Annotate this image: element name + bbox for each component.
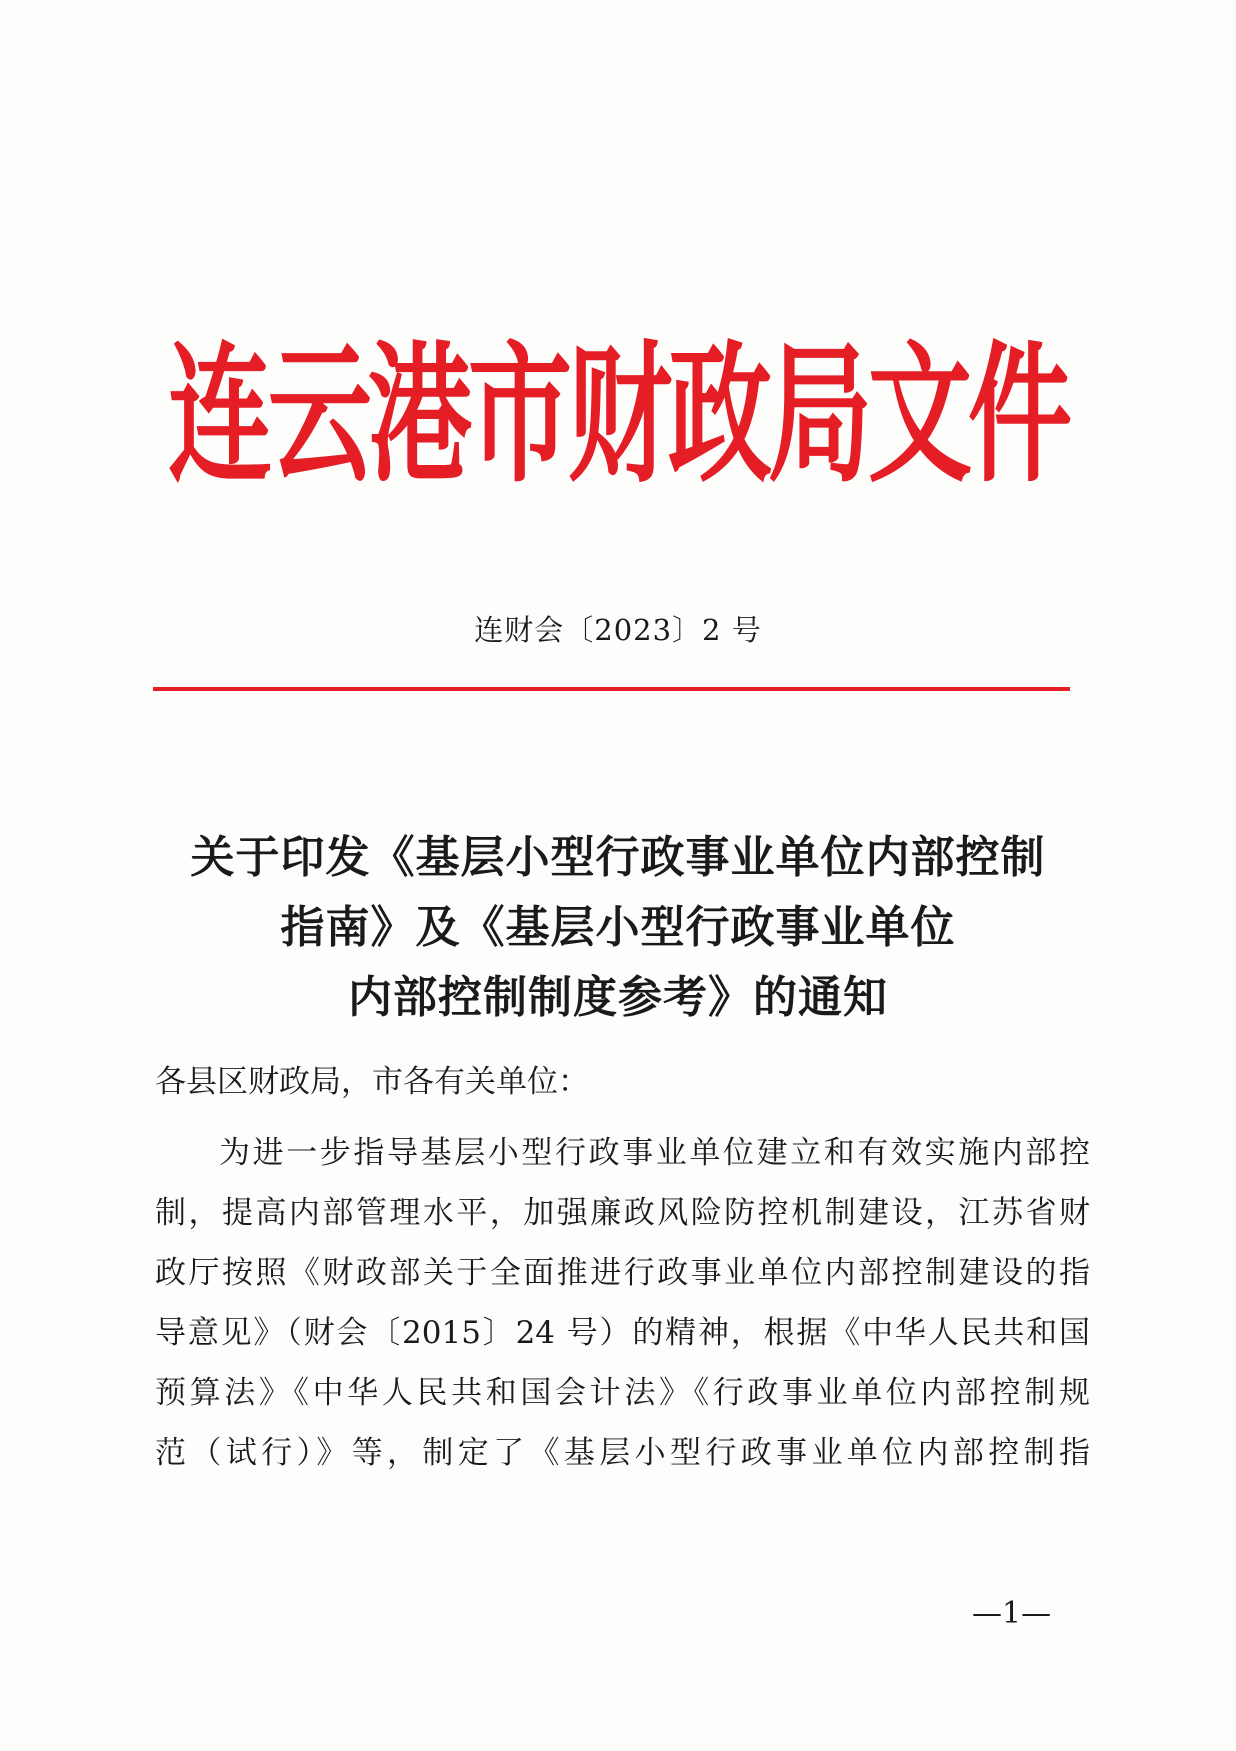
title-line: 指南》及《基层小型行政事业单位 [280,902,956,953]
document-masthead: 连云港市财政局文件 [167,326,1068,504]
body-line: 制，提高内部管理水平，加强廉政风险防控机制建设，江苏省财 [155,1195,1090,1231]
salutation: 各县区财政局，市各有关单位： [155,1064,589,1100]
red-separator-line [153,687,1070,691]
page-number: —1— [972,1596,1052,1631]
body-paragraph [155,1123,1090,1483]
body-line: 范（试行）》等，制定了《基层小型行政事业单位内部控制指 [155,1435,1090,1471]
body-line: 导意见》（财会〔2015〕24 号）的精神，根据《中华人民共和国 [155,1315,1090,1351]
body-line: 政厅按照《财政部关于全面推进行政事业单位内部控制建设的指 [155,1255,1090,1291]
notice-title [0,823,1236,1033]
title-line: 关于印发《基层小型行政事业单位内部控制 [190,832,1046,883]
body-line: 为进一步指导基层小型行政事业单位建立和有效实施内部控 [219,1135,1090,1171]
document-number: 连财会〔2023〕2 号 [474,613,762,647]
title-line: 内部控制制度参考》的通知 [348,972,888,1023]
body-line: 预算法》《中华人民共和国会计法》《行政事业单位内部控制规 [155,1375,1090,1411]
